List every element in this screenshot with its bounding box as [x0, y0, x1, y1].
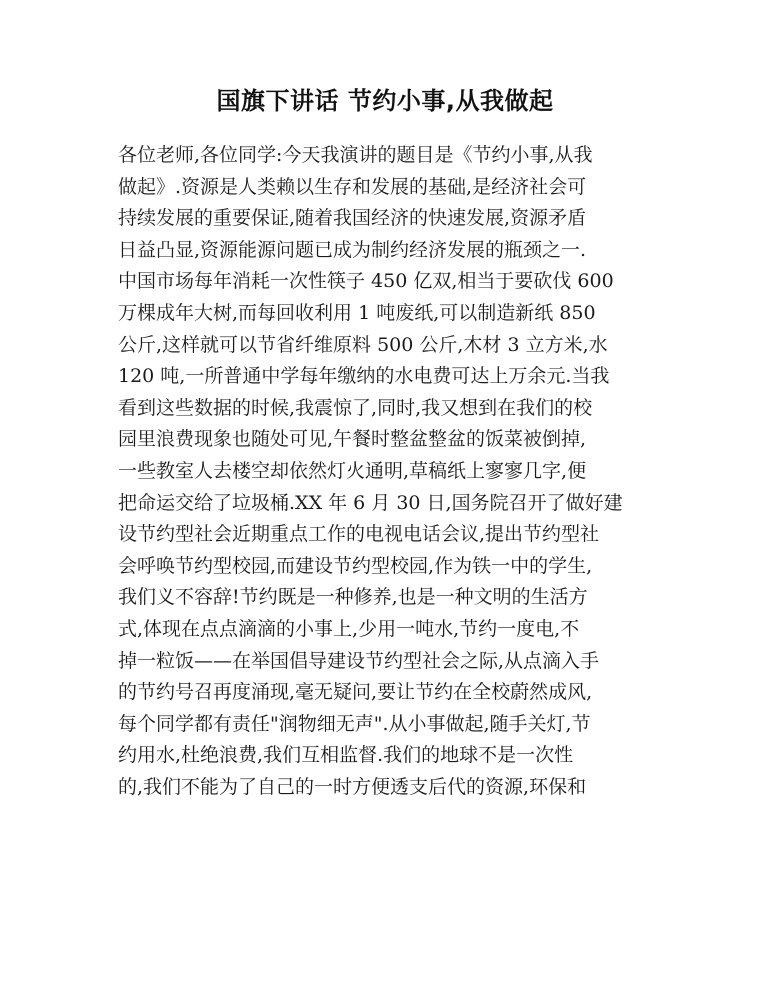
body-line: 约用水,杜绝浪费,我们互相监督.我们的地球不是一次性	[118, 744, 574, 767]
body-line: 把命运交给了垃圾桶.XX 年 6 月 30 日,国务院召开了做好建	[118, 491, 623, 514]
body-line: 看到这些数据的时候,我震惊了,同时,我又想到在我们的校	[118, 396, 593, 419]
body-line: 园里浪费现象也随处可见,午餐时整盆整盆的饭菜被倒掉,	[118, 428, 587, 451]
speech-title: 国旗下讲话 节约小事,从我做起	[216, 87, 554, 115]
body-line: 公斤,这样就可以节省纤维原料 500 公斤,木材 3 立方米,水	[118, 333, 608, 356]
body-line: 持续发展的重要保证,随着我国经济的快速发展,资源矛盾	[118, 207, 587, 230]
body-line: 的节约号召再度涌现,毫无疑问,要让节约在全校蔚然成风,	[118, 681, 593, 704]
body-line: 万棵成年大树,而每回收利用 1 吨废纸,可以制造新纸 850	[118, 301, 596, 324]
body-line: 每个同学都有责任"润物细无声".从小事做起,随手关灯,节	[118, 712, 591, 735]
body-line: 式,体现在点点滴滴的小事上,少用一吨水,节约一度电,不	[118, 617, 580, 640]
body-line: 一些教室人去楼空却依然灯火通明,草稿纸上寥寥几字,便	[118, 459, 587, 482]
body-line: 做起》.资源是人类赖以生存和发展的基础,是经济社会可	[118, 175, 587, 198]
body-line: 的,我们不能为了自己的一时方便透支后代的资源,环保和	[118, 775, 587, 798]
body-line: 会呼唤节约型校园,而建设节约型校园,作为铁一中的学生,	[118, 554, 593, 577]
body-line: 我们义不容辞!节约既是一种修养,也是一种文明的生活方	[118, 586, 588, 609]
body-line: 中国市场每年消耗一次性筷子 450 亿双,相当于要砍伐 600	[118, 270, 614, 293]
body-line: 各位老师,各位同学:今天我演讲的题目是《节约小事,从我	[118, 144, 593, 166]
body-line: 日益凸显,资源能源问题已成为制约经济发展的瓶颈之一.	[118, 238, 587, 261]
body-line: 120 吨,一所普通中学每年缴纳的水电费可达上万余元.当我	[118, 365, 610, 388]
body-line: 设节约型社会近期重点工作的电视电话会议,提出节约型社	[118, 523, 600, 546]
body-line: 掉一粒饭——在举国倡导建设节约型社会之际,从点滴入手	[118, 649, 600, 672]
speech-body	[118, 140, 658, 803]
